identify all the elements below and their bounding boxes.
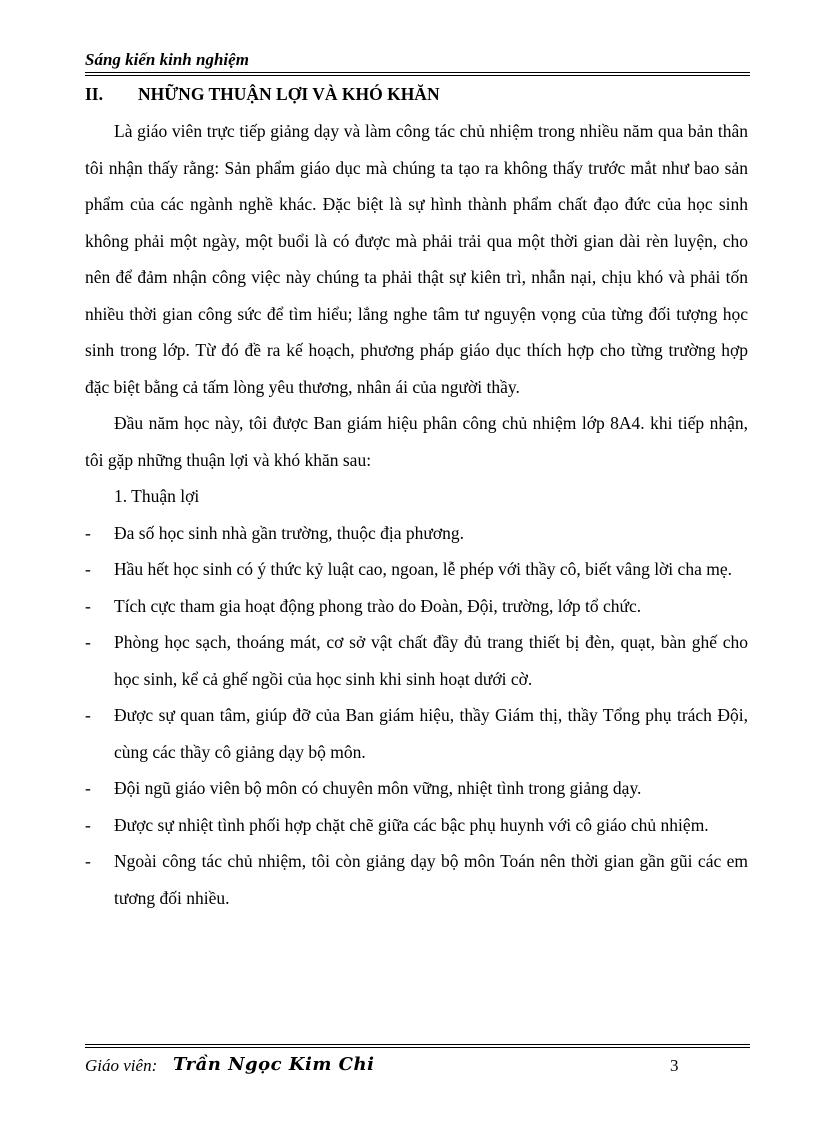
- bullet-marker: -: [85, 522, 91, 543]
- list-item-text: Được sự nhiệt tình phối hợp chặt chẽ giữa các bậc phụ huynh với cô giáo chủ nhiệm.: [114, 814, 709, 835]
- paragraph: Đầu năm học này, tôi được Ban giám hiệu phân công chủ nhiệm lớp 8A4. khi tiếp nhận, tôi gặp những thuận lợi và khó khăn sau:: [85, 413, 748, 470]
- footer-label: Giáo viên:: [85, 1056, 158, 1075]
- list-item-text: Tích cực tham gia hoạt động phong trào do Đoàn, Đội, trường, lớp tổ chức.: [114, 595, 642, 616]
- list-item: [85, 588, 748, 625]
- bullet-marker: -: [85, 851, 91, 871]
- page-number: 3: [670, 1056, 679, 1075]
- bullet-marker: -: [85, 595, 91, 616]
- footer-rule: [85, 1044, 750, 1048]
- page-footer: [85, 1054, 750, 1084]
- paragraph: Là giáo viên trực tiếp giảng dạy và làm công tác chủ nhiệm trong nhiều năm qua bản thân tôi nhận thấy rằng: Sản phẩm giáo dục mà chúng ta tạo ra không thấy trước mắt như bao sản phẩm của các ngành nghề khác. Đặc biệt là sự hình thành phẩm chất đạo đức của học sinh không phải một ngày, một buổi là có được mà phải trải qua một thời gian dài rèn luyện, cho nên để đảm nhận công việc này chúng ta phải thật sự kiên trì, nhẫn nại, chịu khó và phải tốn nhiều thời gian công sức để tìm hiểu; lắng nghe tâm tư nguyện vọng của từng đối tượng học sinh trong lớp. Từ đó đề ra kế hoạch, phương pháp giáo dục thích hợp cho từng trường hợp đặc biệt bằng cả tấm lòng yêu thương, nhân ái của người thầy.: [85, 121, 748, 397]
- bullet-marker: -: [85, 705, 91, 725]
- header-title: Sáng kiến kinh nghiệm: [85, 50, 249, 69]
- list-item-text: Ngoài công tác chủ nhiệm, tôi còn giảng dạy bộ môn Toán nên thời gian gần gũi các em tương đối nhiều.: [114, 851, 748, 908]
- bullet-marker: -: [85, 814, 91, 835]
- bullet-marker: -: [85, 559, 91, 579]
- list-item: [85, 515, 748, 552]
- page-content: [85, 77, 748, 916]
- bullet-marker: -: [85, 632, 91, 652]
- section-title: NHỮNG THUẬN LỢI VÀ KHÓ KHĂN: [138, 84, 440, 104]
- list-item-text: Đa số học sinh nhà gần trường, thuộc địa phương.: [114, 522, 464, 543]
- list-item-text: Phòng học sạch, thoáng mát, cơ sở vật chất đầy đủ trang thiết bị đèn, quạt, bàn ghế cho học sinh, kể cả ghế ngồi của học sinh khi sinh hoạt dưới cờ.: [114, 632, 748, 689]
- list-item-text: Hầu hết học sinh có ý thức kỷ luật cao, ngoan, lễ phép với thầy cô, biết vâng lời cha mẹ.: [114, 559, 732, 579]
- list-item: [85, 551, 748, 588]
- list-item-text: Được sự quan tâm, giúp đỡ của Ban giám hiệu, thầy Giám thị, thầy Tổng phụ trách Đội, cùng các thầy cô giảng dạy bộ môn.: [114, 705, 748, 762]
- subsection-title: 1. Thuận lợi: [114, 486, 200, 506]
- list-item: [85, 843, 748, 916]
- header-rule: [85, 72, 750, 76]
- bullet-marker: -: [85, 778, 91, 798]
- teacher-name: Trần Ngọc Kim Chi: [173, 1054, 375, 1075]
- list-item: [85, 807, 748, 844]
- list-item: [85, 770, 748, 807]
- section-number: II.: [85, 84, 103, 104]
- list-item: [85, 624, 748, 697]
- list-item: [85, 697, 748, 770]
- section-heading: [85, 77, 748, 113]
- list-item-text: Đội ngũ giáo viên bộ môn có chuyên môn vững, nhiệt tình trong giảng dạy.: [114, 778, 642, 798]
